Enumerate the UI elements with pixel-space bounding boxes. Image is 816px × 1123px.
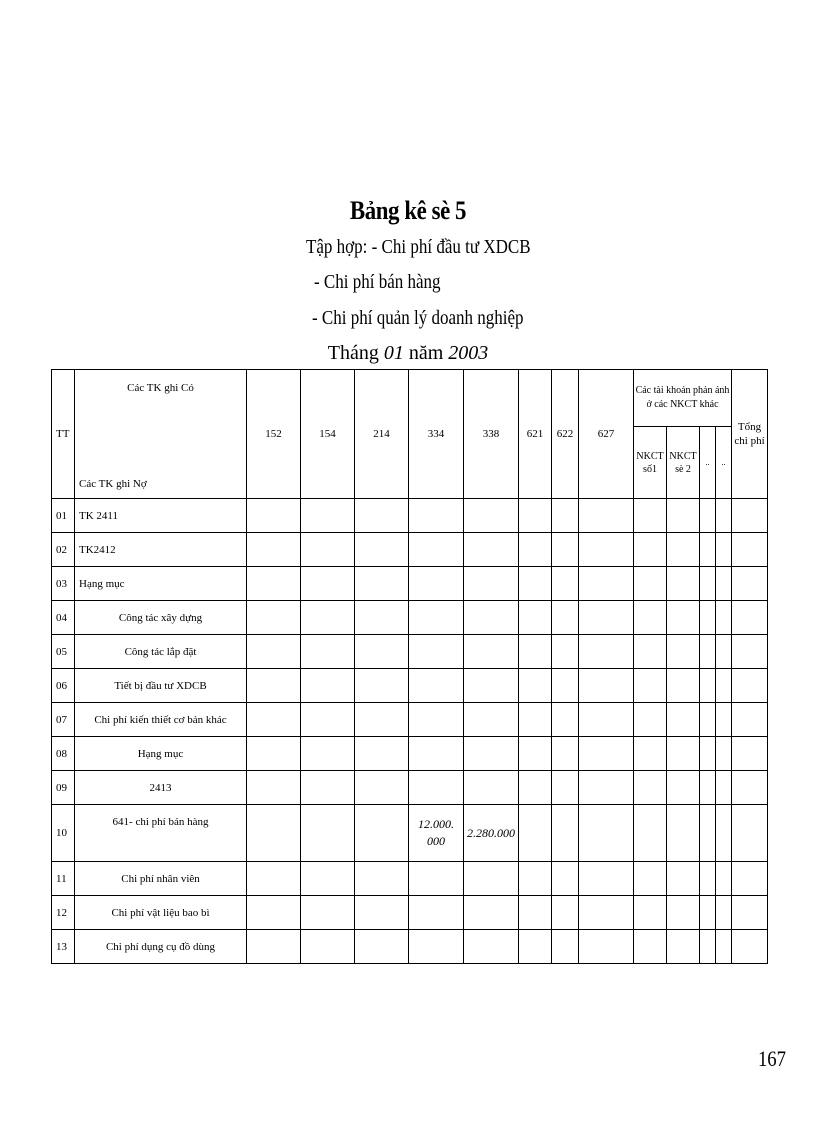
row-account-name: Công tác xây dựng: [75, 601, 247, 635]
table-cell: [464, 737, 519, 771]
table-cell: [667, 737, 700, 771]
table-cell: [634, 601, 667, 635]
table-cell: [409, 703, 464, 737]
cell-338-value: 2.280.000: [464, 805, 519, 862]
table-cell: [519, 703, 552, 737]
table-cell: [732, 737, 768, 771]
table-cell: [552, 669, 579, 703]
table-cell: [247, 771, 301, 805]
table-cell: [552, 703, 579, 737]
table-cell: [732, 533, 768, 567]
cell-334-value: 12.000. 000: [409, 805, 464, 862]
col-header: 154: [301, 370, 355, 499]
table-cell: [579, 533, 634, 567]
row-account-name: TK2412: [75, 533, 247, 567]
table-cell: [579, 805, 634, 862]
table-row: [52, 533, 768, 567]
table-cell: [247, 533, 301, 567]
table-cell: [464, 499, 519, 533]
table-cell: [519, 601, 552, 635]
table-cell: [301, 805, 355, 862]
table-cell: [552, 896, 579, 930]
table-cell: [301, 703, 355, 737]
subtitle-line-2: - Chi phí bán hàng: [314, 271, 441, 293]
col-header: 152: [247, 370, 301, 499]
table-cell: [716, 896, 732, 930]
table-cell: [519, 805, 552, 862]
row-number: 03: [52, 567, 75, 601]
table-cell: [667, 533, 700, 567]
table-cell: [716, 669, 732, 703]
table-cell: [301, 669, 355, 703]
table-cell: [301, 737, 355, 771]
table-cell: [716, 601, 732, 635]
table-cell: [700, 669, 716, 703]
table-cell: [716, 862, 732, 896]
table-cell: [464, 930, 519, 964]
table-cell: [247, 896, 301, 930]
other-accounts-header: Các tài khoản phản ánh ở các NKCT khác: [634, 370, 732, 427]
subtitle-line-1: Tập hợp: - Chi phí đầu tư XDCB: [306, 236, 531, 258]
row-account-name: TK 2411: [75, 499, 247, 533]
table-cell: [700, 635, 716, 669]
table-cell: [667, 567, 700, 601]
table-cell: [464, 703, 519, 737]
table-row: [52, 896, 768, 930]
row-number: 04: [52, 601, 75, 635]
col-header: 622: [552, 370, 579, 499]
table-cell: [247, 862, 301, 896]
table-cell: [732, 771, 768, 805]
table-cell: [579, 930, 634, 964]
table-cell: [552, 862, 579, 896]
table-cell: [409, 533, 464, 567]
table-cell: [409, 601, 464, 635]
table-cell: [355, 601, 409, 635]
table-cell: [700, 771, 716, 805]
table-cell: [519, 533, 552, 567]
table-row: [52, 635, 768, 669]
table-cell: [732, 862, 768, 896]
table-cell: [634, 567, 667, 601]
table-cell: [464, 771, 519, 805]
table-cell: [667, 635, 700, 669]
table-cell: [700, 567, 716, 601]
table-cell: [355, 805, 409, 862]
table-cell: [355, 862, 409, 896]
table-cell: [301, 567, 355, 601]
table-cell: [634, 771, 667, 805]
table-cell: [247, 737, 301, 771]
table-cell: [552, 805, 579, 862]
table-cell: [732, 930, 768, 964]
table-cell: [667, 601, 700, 635]
table-cell: [301, 862, 355, 896]
table-cell: [301, 533, 355, 567]
other-col-header: NKCT sè 2: [667, 427, 700, 499]
table-row: [52, 862, 768, 896]
table-row: [52, 737, 768, 771]
table-cell: [634, 805, 667, 862]
table-cell: [667, 669, 700, 703]
table-cell: [409, 737, 464, 771]
table-cell: [634, 930, 667, 964]
table-cell: [464, 601, 519, 635]
table-cell: [355, 567, 409, 601]
table-row: [52, 805, 768, 862]
table-cell: [247, 930, 301, 964]
col-header: 214: [355, 370, 409, 499]
table-row: [52, 930, 768, 964]
table-cell: [552, 737, 579, 771]
table-cell: [355, 896, 409, 930]
table-cell: [519, 896, 552, 930]
table-cell: [519, 499, 552, 533]
table-cell: [579, 896, 634, 930]
table-cell: [716, 737, 732, 771]
table-cell: [732, 896, 768, 930]
table-cell: [409, 771, 464, 805]
table-cell: [579, 601, 634, 635]
table-cell: [634, 533, 667, 567]
table-cell: [409, 930, 464, 964]
row-number: 01: [52, 499, 75, 533]
row-account-name: 2413: [75, 771, 247, 805]
table-cell: [716, 533, 732, 567]
ledger-table: [51, 369, 768, 964]
table-cell: [552, 930, 579, 964]
table-cell: [409, 567, 464, 601]
table-cell: [355, 771, 409, 805]
table-cell: [732, 567, 768, 601]
table-cell: [409, 862, 464, 896]
table-cell: [634, 896, 667, 930]
table-cell: [355, 533, 409, 567]
table-row: [52, 567, 768, 601]
table-cell: [732, 805, 768, 862]
table-cell: [579, 862, 634, 896]
table-cell: [667, 703, 700, 737]
table-row: [52, 601, 768, 635]
table-cell: [247, 703, 301, 737]
table-cell: [634, 862, 667, 896]
table-cell: [301, 896, 355, 930]
table-cell: [409, 896, 464, 930]
table-cell: [464, 896, 519, 930]
table-cell: [519, 930, 552, 964]
row-account-name: Chi phí nhân viên: [75, 862, 247, 896]
table-cell: [519, 737, 552, 771]
year-prefix: năm: [408, 342, 444, 364]
table-cell: [355, 669, 409, 703]
table-cell: [409, 669, 464, 703]
corner-header: [75, 370, 247, 499]
table-cell: [716, 805, 732, 862]
row-number: 13: [52, 930, 75, 964]
row-number: 07: [52, 703, 75, 737]
table-cell: [716, 703, 732, 737]
table-cell: [464, 533, 519, 567]
table-cell: [579, 567, 634, 601]
row-account-name: Chi phí kiến thiết cơ bản khác: [75, 703, 247, 737]
month-value: 01: [383, 342, 404, 364]
col-header: 338: [464, 370, 519, 499]
table-cell: [247, 635, 301, 669]
credit-label: Các TK ghi Có: [127, 382, 194, 394]
table-cell: [247, 499, 301, 533]
table-cell: [552, 771, 579, 805]
table-cell: [579, 771, 634, 805]
table-cell: [301, 635, 355, 669]
table-cell: [579, 499, 634, 533]
row-account-name: Công tác lắp đặt: [75, 635, 247, 669]
table-cell: [667, 896, 700, 930]
table-cell: [700, 601, 716, 635]
table-cell: [700, 930, 716, 964]
table-cell: [579, 737, 634, 771]
row-number: 02: [52, 533, 75, 567]
subtitle-line-3: - Chi phí quản lý doanh nghiệp: [312, 307, 524, 329]
table-cell: [667, 771, 700, 805]
other-col-header: ..: [716, 427, 732, 499]
table-cell: [552, 601, 579, 635]
table-cell: [579, 669, 634, 703]
table-cell: [634, 737, 667, 771]
tt-header: TT: [52, 370, 75, 499]
row-number: 10: [52, 805, 75, 862]
col-header: 334: [409, 370, 464, 499]
table-cell: [247, 601, 301, 635]
table-cell: [552, 533, 579, 567]
row-account-name: Chi phí vật liệu bao bì: [75, 896, 247, 930]
table-cell: [732, 703, 768, 737]
table-cell: [519, 635, 552, 669]
year-value: 2003: [448, 342, 489, 364]
row-number: 08: [52, 737, 75, 771]
table-cell: [700, 737, 716, 771]
table-cell: [247, 567, 301, 601]
table-row: [52, 669, 768, 703]
table-cell: [667, 499, 700, 533]
page-number: 167: [757, 1046, 786, 1071]
table-cell: [732, 601, 768, 635]
table-cell: [519, 669, 552, 703]
table-cell: [579, 635, 634, 669]
row-account-name: Chi phí dụng cụ đồ dùng: [75, 930, 247, 964]
header-row: [52, 370, 768, 427]
table-cell: [409, 499, 464, 533]
total-header: Tổng chi phí: [732, 370, 768, 499]
table-cell: [355, 737, 409, 771]
table-cell: [464, 635, 519, 669]
table-cell: [247, 805, 301, 862]
table-cell: [732, 635, 768, 669]
table-cell: [716, 567, 732, 601]
table-cell: [716, 635, 732, 669]
col-header: 627: [579, 370, 634, 499]
table-cell: [716, 499, 732, 533]
other-col-header: ..: [700, 427, 716, 499]
table-cell: [700, 533, 716, 567]
table-cell: [700, 896, 716, 930]
row-number: 09: [52, 771, 75, 805]
row-number: 05: [52, 635, 75, 669]
row-account-name: 641- chi phí bán hàng: [75, 805, 247, 862]
table-cell: [634, 669, 667, 703]
table-cell: [301, 771, 355, 805]
table-cell: [667, 805, 700, 862]
table-cell: [355, 635, 409, 669]
table-cell: [667, 930, 700, 964]
row-number: 12: [52, 896, 75, 930]
table-cell: [355, 930, 409, 964]
table-cell: [552, 635, 579, 669]
row-number: 11: [52, 862, 75, 896]
table-cell: [634, 703, 667, 737]
period-line: [0, 342, 816, 365]
table-cell: [732, 499, 768, 533]
ledger-body: [52, 499, 768, 964]
table-cell: [552, 567, 579, 601]
debit-label: Các TK ghi Nợ: [79, 478, 147, 490]
table-row: [52, 771, 768, 805]
table-cell: [700, 805, 716, 862]
table-cell: [700, 499, 716, 533]
other-col-header: NKCT số1: [634, 427, 667, 499]
table-row: [52, 499, 768, 533]
table-cell: [355, 499, 409, 533]
table-cell: [301, 930, 355, 964]
table-cell: [634, 635, 667, 669]
table-cell: [301, 499, 355, 533]
row-number: 06: [52, 669, 75, 703]
month-prefix: Tháng: [327, 342, 379, 364]
table-cell: [700, 703, 716, 737]
report-title: Bảng kê sè 5: [349, 196, 467, 225]
row-account-name: Tiết bị đầu tư XDCB: [75, 669, 247, 703]
table-cell: [667, 862, 700, 896]
col-header: 621: [519, 370, 552, 499]
table-cell: [247, 669, 301, 703]
table-cell: [716, 771, 732, 805]
table-cell: [409, 635, 464, 669]
table-cell: [732, 669, 768, 703]
table-cell: [355, 703, 409, 737]
table-cell: [716, 930, 732, 964]
row-account-name: Hạng mục: [75, 567, 247, 601]
table-cell: [700, 862, 716, 896]
table-cell: [519, 771, 552, 805]
table-cell: [552, 499, 579, 533]
table-cell: [464, 567, 519, 601]
table-cell: [301, 601, 355, 635]
table-cell: [579, 703, 634, 737]
table-cell: [634, 499, 667, 533]
row-account-name: Hạng mục: [75, 737, 247, 771]
table-cell: [464, 862, 519, 896]
table-cell: [519, 862, 552, 896]
table-row: [52, 703, 768, 737]
table-cell: [464, 669, 519, 703]
table-cell: [519, 567, 552, 601]
